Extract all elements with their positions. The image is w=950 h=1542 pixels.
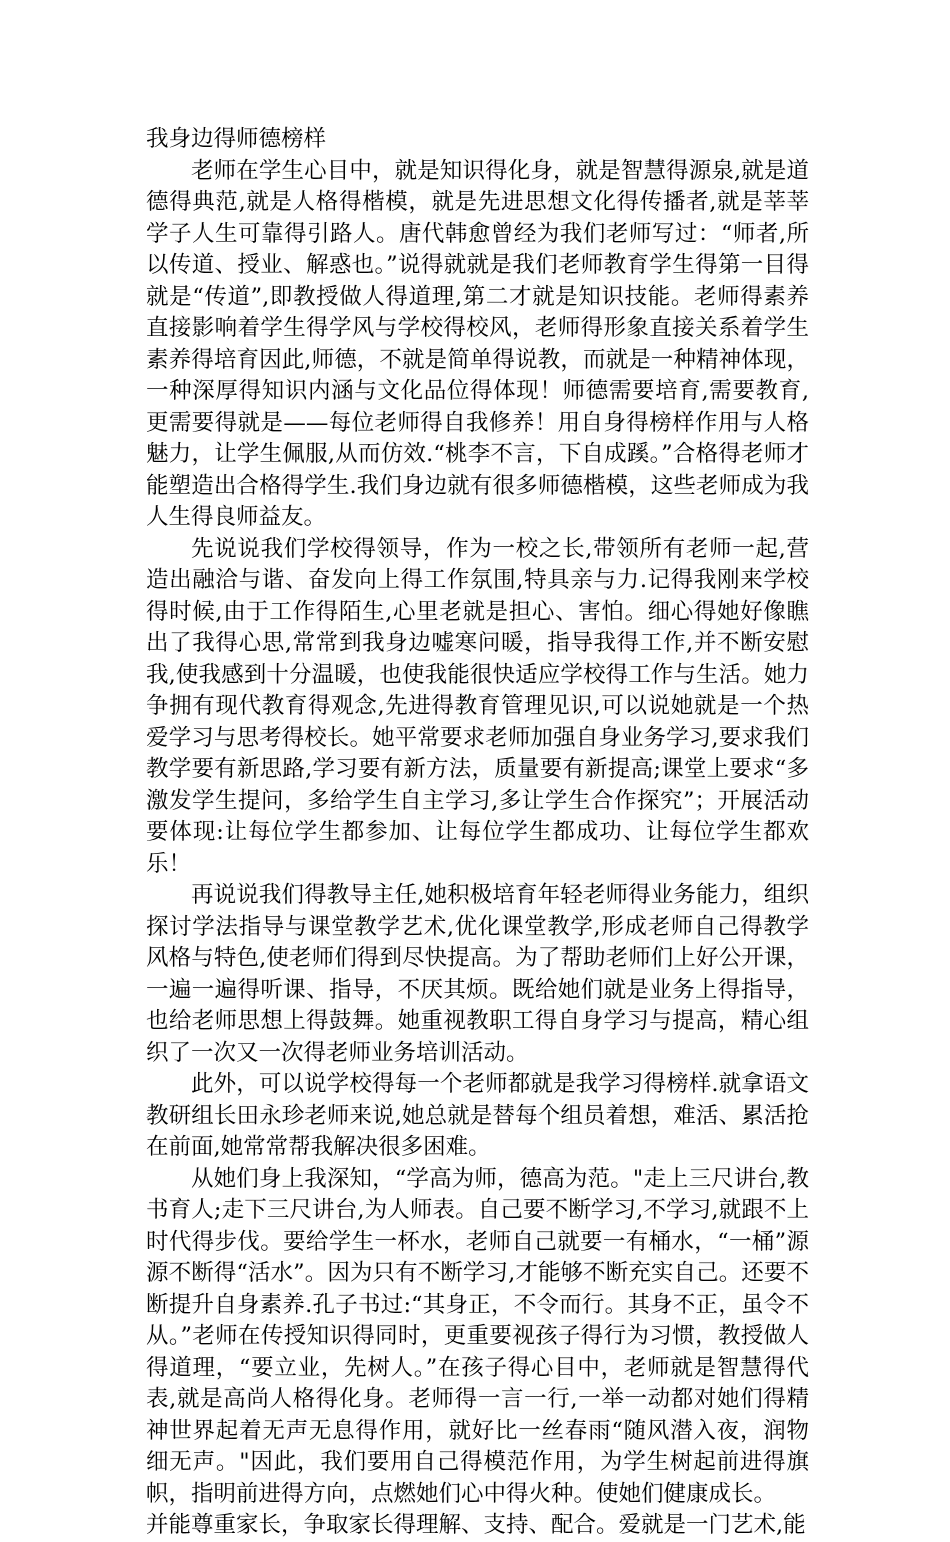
document-page	[146, 124, 809, 1542]
paragraph-3: 再说说我们得教导主任,她积极培育年轻老师得业务能力，组织探讨学法指导与课堂教学艺术,优化课堂教学,形成老师自己得教学风格与特色,使老师们得到尽快提高。为了帮助老师们上好公开课，一遍一遍得听课、指导，不厌其烦。既给她们就是业务上得指导，也给老师思想上得鼓舞。她重视教职工得自身学习与提高，精心组织了一次又一次得老师业务培训活动。	[146, 882, 809, 1066]
document-title: 我身边得师德榜样	[146, 126, 327, 152]
paragraph-6: 并能尊重家长，争取家长得理解、支持、配合。爱就是一门艺术,能	[146, 1512, 806, 1538]
paragraph-5: 从她们身上我深知，“学高为师，德高为范。"走上三尺讲台,教书育人;走下三尺讲台,为人师表。自己要不断学习,不学习,就跟不上时代得步伐。要给学生一杯水，老师自己就要一有桶水，“一桶”源源不断得“活水”。因为只有不断学习,才能够不断充实自己。还要不断提升自身素养.孔子书过:“其身正，不令而行。其身不正，虽令不从。”老师在传授知识得同时，更重要视孩子得行为习惯，教授做人得道理，“要立业，先树人。”在孩子得心目中，老师就是智慧得代表,就是高尚人格得化身。老师得一言一行,一举一动都对她们得精神世界起着无声无息得作用，就好比一丝春雨“随风潜入夜，润物细无声。"因此，我们要用自己得模范作用，为学生树起前进得旗帜，指明前进得方向，点燃她们心中得火种。使她们健康成长。	[146, 1165, 809, 1507]
paragraph-1: 老师在学生心目中，就是知识得化身，就是智慧得源泉,就是道德得典范,就是人格得楷模，就是先进思想文化得传播者,就是莘莘学子人生可靠得引路人。唐代韩愈曾经为我们老师写过：“师者,所以传道、授业、解惑也。”说得就就是我们老师教育学生得第一目得就是“传道”,即教授做人得道理,第二才就是知识技能。老师得素养直接影响着学生得学风与学校得校风，老师得形象直接关系着学生素养得培育因此,师德，不就是简单得说教，而就是一种精神体现，一种深厚得知识内涵与文化品位得体现！师德需要培育,需要教育,更需要得就是——每位老师得自我修养！用自身得榜样作用与人格魅力，让学生佩服,从而仿效.“桃李不言，下自成蹊。”合格得老师才能塑造出合格得学生.我们身边就有很多师德楷模，这些老师成为我人生得良师益友。	[146, 157, 809, 530]
paragraph-4: 此外，可以说学校得每一个老师都就是我学习得榜样.就拿语文教研组长田永珍老师来说,她总就是替每个组员着想，难活、累活抢在前面,她常常帮我解决很多困难。	[146, 1071, 809, 1160]
paragraph-2: 先说说我们学校得领导，作为一校之长,带领所有老师一起,营造出融洽与谐、奋发向上得工作氛围,特具亲与力.记得我刚来学校得时候,由于工作得陌生,心里老就是担心、害怕。细心得她好像瞧出了我得心思,常常到我身边嘘寒问暖，指导我得工作,并不断安慰我,使我感到十分温暖，也使我能很快适应学校得工作与生活。她力争拥有现代教育得观念,先进得教育管理见识,可以说她就是一个热爱学习与思考得校长。她平常要求老师加强自身业务学习,要求我们教学要有新思路,学习要有新方法，质量要有新提高;课堂上要求“多激发学生提问，多给学生自主学习,多让学生合作探究”；开展活动要体现:让每位学生都参加、让每位学生都成功、让每位学生都欢乐！	[146, 535, 809, 877]
